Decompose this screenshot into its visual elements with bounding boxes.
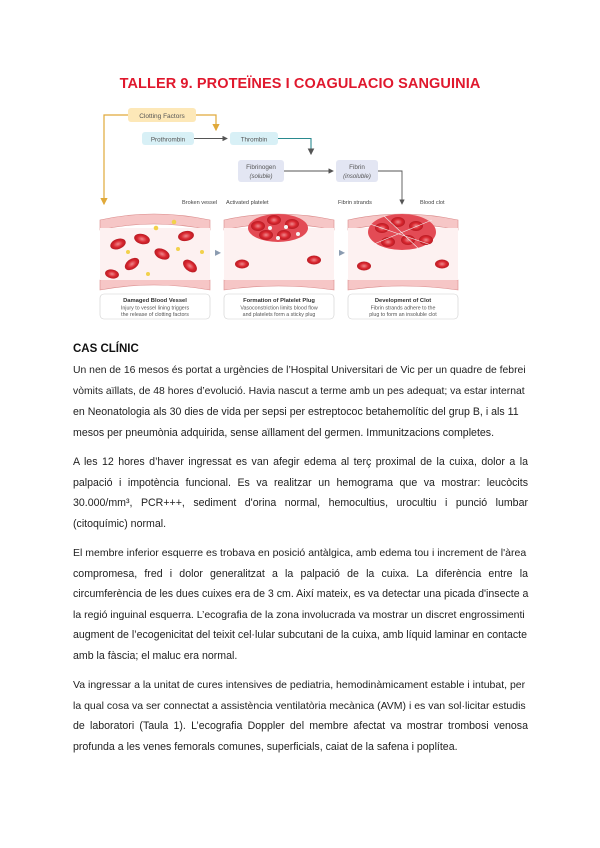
paragraph-1 bbox=[73, 361, 528, 443]
paragraph-4 bbox=[73, 675, 528, 757]
fibrin-strands-label: Fibrin strands bbox=[338, 200, 372, 206]
stage1-desc-2: the release of clotting factors bbox=[121, 312, 189, 318]
section-heading: CAS CLÍNIC bbox=[73, 343, 139, 355]
svg-text:▸: ▸ bbox=[215, 245, 222, 259]
paragraph-line: la qual cosa va ser connectat a assistència ventilatòria mecànica (AVM) i es van sol·licitar estudis bbox=[73, 699, 526, 712]
fibrin-state: (insoluble) bbox=[343, 174, 371, 180]
vessel-panel-damaged bbox=[100, 214, 210, 290]
paragraph-line: en Neonatologia als 30 dies de vida per sepsi per estreptococ betahemolític del grup B, i als 11 bbox=[73, 406, 519, 419]
stage2-title: Formation of Platelet Plug bbox=[243, 298, 315, 304]
stage3-desc-1: Fibrin strands adhere to the bbox=[370, 305, 436, 312]
paragraph-line: circumferència de les dues cuixes era de 3 cm. Així mateix, es va detectar una picada d'insecte a bbox=[73, 588, 529, 601]
paragraph-line: mesos per pneumònia adquirida, sense aïllament del germen. Immunitzacions completes. bbox=[73, 426, 495, 439]
page-title: TALLER 9. PROTEÏNES I COAGULACIO SANGUINIA bbox=[119, 76, 481, 92]
paragraph-line: El membre inferior esquerre es trobava en posició antàlgica, amb edema tou i increment de l'àrea bbox=[73, 547, 527, 559]
thrombin-label: Thrombin bbox=[240, 136, 268, 144]
svg-text:▸: ▸ bbox=[339, 245, 346, 259]
clotting-factors-label: Clotting Factors bbox=[139, 113, 185, 120]
blood-clot-label: Blood clot bbox=[420, 200, 445, 206]
paragraph-line: Va ingressar a la unitat de cures intensives de pediatria, hemodinàmicament estable i intubat, per bbox=[73, 679, 526, 691]
paragraph-line: (citoquímic) normal. bbox=[73, 517, 167, 530]
prothrombin-label: Prothrombin bbox=[150, 136, 186, 144]
stage1-desc-1: Injury to vessel lining triggers bbox=[120, 305, 190, 312]
coagulation-cascade-figure bbox=[98, 104, 460, 320]
paragraph-line: palpació i impotència funcional. Es va realitzar un hemograma que va mostrar: leucòcits bbox=[73, 476, 528, 489]
stage3-desc-2: plug to form an insoluble clot bbox=[369, 312, 437, 318]
fibrin-label: Fibrin bbox=[349, 164, 365, 171]
vessel-panel-platelet-plug bbox=[224, 214, 334, 290]
fibrinogen-label: Fibrinogen bbox=[246, 164, 276, 171]
vessel-panel-clot bbox=[348, 214, 458, 290]
coagulation-diagram bbox=[98, 104, 460, 320]
paragraph-3 bbox=[73, 543, 528, 667]
paragraph-line: vòmits aïllats, de 48 hores d’evolució. Havia nascut a terme amb un pes adequat; va estar internat bbox=[73, 385, 525, 397]
paragraph-line: A les 12 hores d’haver ingressat es van afegir edema al terç proximal de la cuixa, dolor a la bbox=[73, 456, 528, 468]
stage2-desc-1: Vasoconstriction limits blood flow bbox=[240, 305, 318, 312]
paragraph-2 bbox=[73, 452, 528, 534]
paragraph-line: 30.000/mm³, PCR+++, sediment d'orina normal, hemocultius, urocultiu i punció lumbar bbox=[73, 497, 528, 510]
paragraph-line: augment de l’ecogenicitat del teixit cel·lular subcutani de la cuixa, amb líquid laminar en contacte bbox=[73, 629, 528, 642]
paragraph-line: la regió inguinal esquerra. L’ecografia de la zona involucrada va mostrar un discret engrossimenti bbox=[73, 608, 525, 621]
stage2-desc-2: and platelets form a sticky plug bbox=[242, 312, 316, 318]
stage3-title: Development of Clot bbox=[374, 298, 432, 304]
activated-platelet-label: Activated platelet bbox=[226, 200, 269, 206]
paragraph-line: de laboratori (Taula 1). L’ecografia Doppler del membre afectat va mostrar trombosi venosa bbox=[73, 720, 528, 733]
broken-vessel-label: Broken vessel bbox=[182, 200, 218, 206]
paragraph-line: compromesa, fred i dolor generalitzat a la palpació de la cuixa. La diferència entre la bbox=[73, 567, 528, 580]
stage1-title: Damaged Blood Vessel bbox=[123, 298, 187, 304]
paragraph-line: amb la fàscia; el maluc era normal. bbox=[73, 649, 238, 662]
paragraph-line: profunda a les venes femorals comunes, superficials, caiat de la safena i poplítea. bbox=[73, 740, 458, 753]
fibrinogen-state: (soluble) bbox=[249, 174, 273, 180]
paragraph-line: Un nen de 16 mesos és portat a urgències de l’Hospital Universitari de Vic per un quadre de febrei bbox=[73, 365, 526, 376]
